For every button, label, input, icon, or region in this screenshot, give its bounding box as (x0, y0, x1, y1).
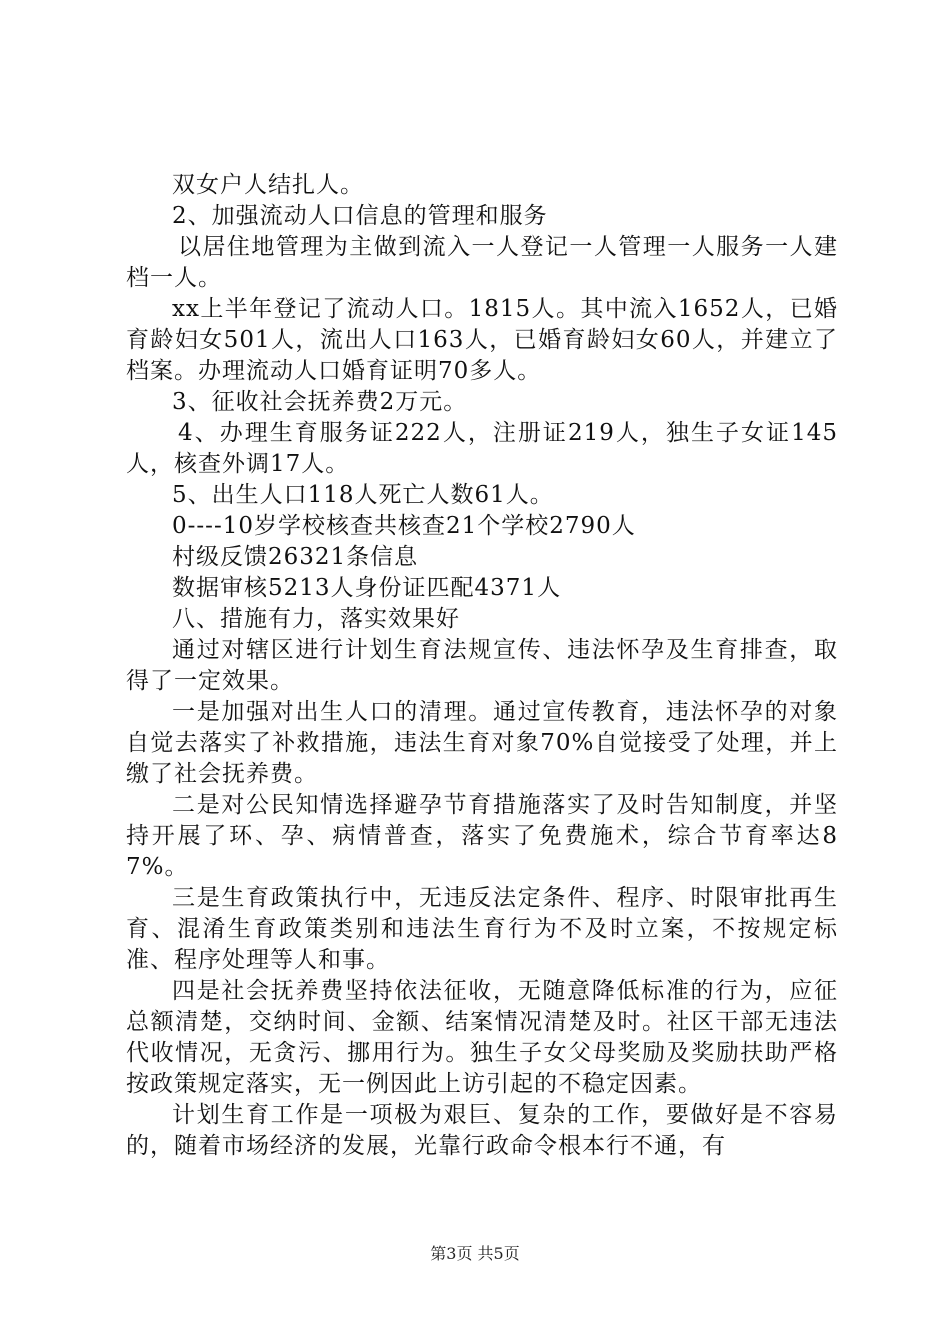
paragraph-17: 计划生育工作是一项极为艰巨、复杂的工作，要做好是不容易的，随着市场经济的发展，光靠行政命令根本行不通，有 (126, 1102, 838, 1159)
paragraph-2: 2、加强流动人口信息的管理和服务 (172, 203, 548, 229)
paragraph-6: 4、办理生育服务证222人，注册证219人，独生子女证145人，核查外调17人。 (126, 420, 838, 477)
paragraph-7: 5、出生人口118人死亡人数61人。 (172, 482, 554, 508)
paragraph-3: 以居住地管理为主做到流入一人登记一人管理一人服务一人建档一人。 (126, 234, 838, 291)
paragraph-11: 八、措施有力，落实效果好 (172, 606, 460, 632)
paragraph-13: 一是加强对出生人口的清理。通过宣传教育，违法怀孕的对象自觉去落实了补救措施，违法生育对象70%自觉接受了处理，并上缴了社会抚养费。 (126, 699, 838, 787)
paragraph-4: xx上半年登记了流动人口。1815人。其中流入1652人，已婚育龄妇女501人，流出人口163人，已婚育龄妇女60人，并建立了档案。办理流动人口婚育证明70多人。 (126, 296, 838, 384)
page-footer: 第3页 共5页 (430, 1244, 520, 1263)
paragraph-15: 三是生育政策执行中，无违反法定条件、程序、时限审批再生育、混淆生育政策类别和违法生育行为不及时立案，不按规定标准、程序处理等人和事。 (126, 885, 838, 973)
paragraph-9: 村级反馈26321条信息 (172, 544, 419, 570)
paragraph-10: 数据审核5213人身份证匹配4371人 (172, 575, 562, 601)
paragraph-5: 3、征收社会抚养费2万元。 (172, 389, 468, 415)
paragraph-16: 四是社会抚养费坚持依法征收，无随意降低标准的行为，应征总额清楚，交纳时间、金额、结案情况清楚及时。社区干部无违法代收情况，无贪污、挪用行为。独生子女父母奖励及奖励扶助严格按政策规定落实，无一例因此上访引起的不稳定因素。 (126, 978, 838, 1097)
document-body (126, 170, 838, 1162)
paragraph-1: 双女户人结扎人。 (172, 172, 364, 198)
paragraph-8: 0----10岁学校核查共核查21个学校2790人 (172, 513, 636, 539)
paragraph-12: 通过对辖区进行计划生育法规宣传、违法怀孕及生育排查，取得了一定效果。 (126, 637, 838, 694)
paragraph-14: 二是对公民知情选择避孕节育措施落实了及时告知制度，并坚持开展了环、孕、病情普查，落实了免费施术，综合节育率达87%。 (126, 792, 838, 880)
